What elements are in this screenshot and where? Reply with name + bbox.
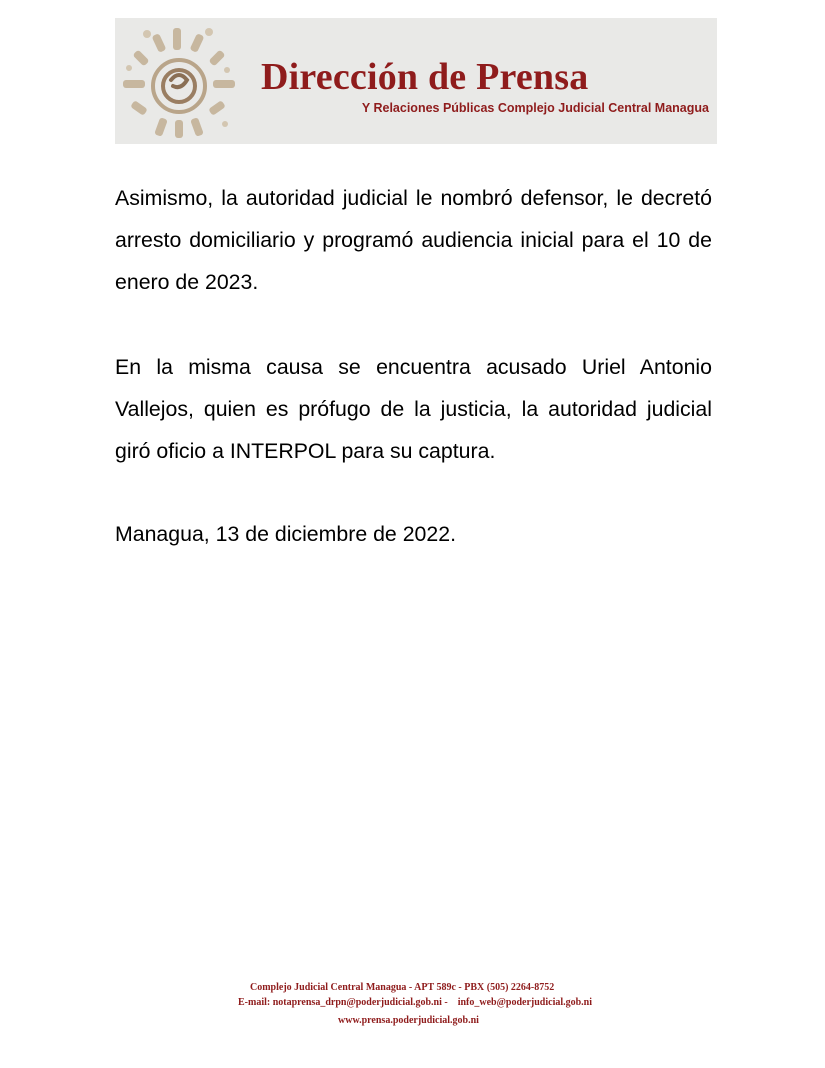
footer-email-primary[interactable]: E-mail: notaprensa_drpn@poderjudicial.gob.ni - [238,997,448,1008]
paragraph-accused: En la misma causa se encuentra acusado Uriel Antonio Vallejos, quien es prófugo de la justicia, la autoridad judicial giró oficio a INTERPOL para su captura. [115,355,712,463]
header-banner [115,18,717,144]
footer-address: Complejo Judicial Central Managua - APT 589c - PBX (505) 2264-8752 [250,982,555,993]
court-emblem-icon [117,20,245,142]
footer-emails [238,997,592,1008]
paragraph-defense: Asimismo, la autoridad judicial le nombró defensor, le decretó arresto domiciliario y programó audiencia inicial para el 10 de enero de 2023. [115,186,712,294]
brand-subtitle: Y Relaciones Públicas Complejo Judicial Central Managua [361,101,709,115]
footer-website[interactable]: www.prensa.poderjudicial.gob.ni [338,1015,479,1026]
footer-email-secondary[interactable]: info_web@poderjudicial.gob.ni [457,997,593,1008]
dateline: Managua, 13 de diciembre de 2022. [115,522,456,546]
brand-title: Dirección de Prensa [261,56,589,98]
